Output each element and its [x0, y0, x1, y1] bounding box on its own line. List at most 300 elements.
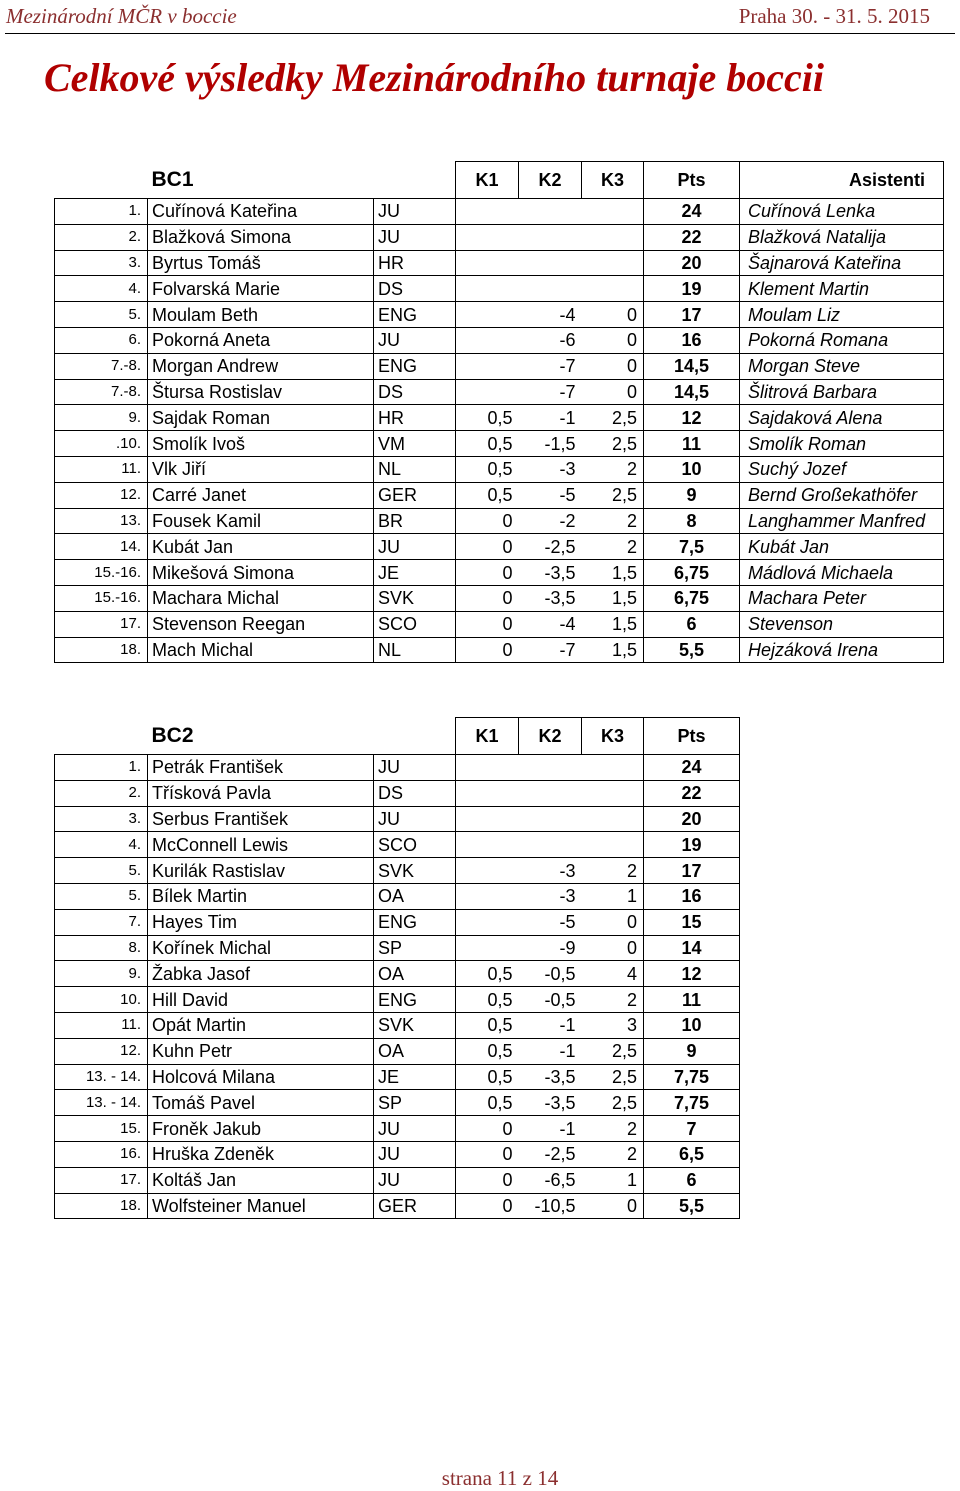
k2-value: [519, 806, 582, 832]
table-row: [55, 560, 944, 586]
table-row: [55, 1193, 740, 1219]
k2-value: -5: [519, 909, 582, 935]
k1-value: 0: [456, 1167, 519, 1193]
bc2-col-k1: K1: [456, 718, 519, 755]
k1-value: 0,5: [456, 1038, 519, 1064]
k1-value: 0,5: [456, 1064, 519, 1090]
bc2-header-row: [55, 718, 740, 755]
rank-cell: 7.-8.: [55, 353, 148, 379]
club-code: DS: [374, 276, 456, 302]
k1-value: [456, 858, 519, 884]
bc1-results-table: [54, 161, 944, 663]
table-row: [55, 637, 944, 663]
k2-value: -0,5: [519, 987, 582, 1013]
table-row: [55, 327, 944, 353]
k3-value: 1: [582, 1167, 644, 1193]
bc1-col-k3: K3: [582, 162, 644, 199]
table-row: [55, 780, 740, 806]
rank-cell: 12.: [55, 482, 148, 508]
k3-value: 0: [582, 353, 644, 379]
points-value: 16: [644, 883, 740, 909]
rank-cell: 5.: [55, 858, 148, 884]
k1-value: 0: [456, 1141, 519, 1167]
points-value: 10: [644, 456, 740, 482]
rank-cell: 16.: [55, 1141, 148, 1167]
player-name: Mikešová Simona: [148, 560, 374, 586]
table-row: [55, 1141, 740, 1167]
rank-cell: 11.: [55, 456, 148, 482]
rank-cell: 7.: [55, 909, 148, 935]
club-code: SVK: [374, 858, 456, 884]
player-name: Fousek Kamil: [148, 508, 374, 534]
rank-cell: 1.: [55, 199, 148, 225]
k1-value: 0,5: [456, 405, 519, 431]
k2-value: -3,5: [519, 585, 582, 611]
player-name: Byrtus Tomáš: [148, 250, 374, 276]
points-value: 17: [644, 858, 740, 884]
k2-value: -0,5: [519, 961, 582, 987]
points-value: 16: [644, 327, 740, 353]
points-value: 11: [644, 987, 740, 1013]
k2-value: -3,5: [519, 560, 582, 586]
player-name: Koltáš Jan: [148, 1167, 374, 1193]
player-name: Blažková Simona: [148, 224, 374, 250]
points-value: 12: [644, 961, 740, 987]
table-row: [55, 806, 740, 832]
k1-value: 0: [456, 611, 519, 637]
k1-value: [456, 250, 519, 276]
k2-value: -6: [519, 327, 582, 353]
points-value: 20: [644, 250, 740, 276]
player-name: Hruška Zdeněk: [148, 1141, 374, 1167]
club-code: JE: [374, 560, 456, 586]
assistant-name: Morgan Steve: [740, 353, 944, 379]
table-row: [55, 1012, 740, 1038]
table-row: [55, 276, 944, 302]
k1-value: 0,5: [456, 987, 519, 1013]
k1-value: [456, 276, 519, 302]
k2-value: -1: [519, 405, 582, 431]
table-row: [55, 250, 944, 276]
rank-cell: 1.: [55, 755, 148, 781]
k2-value: -3: [519, 883, 582, 909]
points-value: 11: [644, 431, 740, 457]
bc2-col-pts: Pts: [644, 718, 740, 755]
rank-cell: 6.: [55, 327, 148, 353]
k2-value: [519, 832, 582, 858]
points-value: 9: [644, 482, 740, 508]
rank-cell: 15.: [55, 1116, 148, 1142]
rank-cell: 15.-16.: [55, 585, 148, 611]
k3-value: [582, 780, 644, 806]
k2-value: -4: [519, 302, 582, 328]
k2-value: [519, 199, 582, 225]
player-name: Kuhn Petr: [148, 1038, 374, 1064]
k1-value: 0,5: [456, 482, 519, 508]
player-name: Folvarská Marie: [148, 276, 374, 302]
bc1-col-k2: K2: [519, 162, 582, 199]
points-value: 14: [644, 935, 740, 961]
rank-cell: 2.: [55, 224, 148, 250]
k2-value: -2,5: [519, 1141, 582, 1167]
club-code: SP: [374, 935, 456, 961]
k3-value: [582, 832, 644, 858]
k3-value: [582, 250, 644, 276]
club-code: JE: [374, 1064, 456, 1090]
k3-value: 1,5: [582, 560, 644, 586]
table-row: [55, 379, 944, 405]
club-code: DS: [374, 780, 456, 806]
club-code: SVK: [374, 585, 456, 611]
player-name: Stevenson Reegan: [148, 611, 374, 637]
bc1-header-row: [55, 162, 944, 199]
table-row: [55, 1064, 740, 1090]
table-row: [55, 832, 740, 858]
points-value: 19: [644, 276, 740, 302]
points-value: 22: [644, 224, 740, 250]
k3-value: 2,5: [582, 482, 644, 508]
k2-value: -5: [519, 482, 582, 508]
club-code: OA: [374, 1038, 456, 1064]
club-code: JU: [374, 1167, 456, 1193]
points-value: 24: [644, 199, 740, 225]
k3-value: [582, 199, 644, 225]
rank-cell: 9.: [55, 405, 148, 431]
k1-value: 0,5: [456, 431, 519, 457]
table-row: [55, 883, 740, 909]
player-name: Štursa Rostislav: [148, 379, 374, 405]
bc1-col-k1: K1: [456, 162, 519, 199]
points-value: 9: [644, 1038, 740, 1064]
k2-value: [519, 224, 582, 250]
table-row: [55, 456, 944, 482]
points-value: 7,75: [644, 1090, 740, 1116]
club-code: HR: [374, 250, 456, 276]
player-name: McConnell Lewis: [148, 832, 374, 858]
table-row: [55, 1116, 740, 1142]
k3-value: 1,5: [582, 585, 644, 611]
club-code: VM: [374, 431, 456, 457]
club-code: SCO: [374, 832, 456, 858]
k2-value: [519, 755, 582, 781]
table-row: [55, 224, 944, 250]
k1-value: [456, 224, 519, 250]
k3-value: 2: [582, 1141, 644, 1167]
assistant-name: Moulam Liz: [740, 302, 944, 328]
rank-cell: 4.: [55, 832, 148, 858]
player-name: Petrák František: [148, 755, 374, 781]
table-row: [55, 534, 944, 560]
k2-value: -6,5: [519, 1167, 582, 1193]
club-code: ENG: [374, 909, 456, 935]
assistant-name: Stevenson: [740, 611, 944, 637]
bc1-col-pts: Pts: [644, 162, 740, 199]
club-code: SP: [374, 1090, 456, 1116]
k3-value: 0: [582, 327, 644, 353]
player-name: Hill David: [148, 987, 374, 1013]
club-code: JU: [374, 806, 456, 832]
rank-cell: 11.: [55, 1012, 148, 1038]
points-value: 7,75: [644, 1064, 740, 1090]
bc2-results-table: [54, 717, 740, 1219]
rank-cell: 14.: [55, 534, 148, 560]
table-row: [55, 508, 944, 534]
points-value: 15: [644, 909, 740, 935]
points-value: 24: [644, 755, 740, 781]
k3-value: [582, 276, 644, 302]
player-name: Sajdak Roman: [148, 405, 374, 431]
points-value: 14,5: [644, 353, 740, 379]
k1-value: 0,5: [456, 1012, 519, 1038]
k3-value: 3: [582, 1012, 644, 1038]
assistant-name: Pokorná Romana: [740, 327, 944, 353]
rank-cell: 13. - 14.: [55, 1090, 148, 1116]
table-row: [55, 431, 944, 457]
k1-value: 0,5: [456, 961, 519, 987]
club-code: JU: [374, 327, 456, 353]
player-name: Žabka Jasof: [148, 961, 374, 987]
rank-cell: 12.: [55, 1038, 148, 1064]
player-name: Bílek Martin: [148, 883, 374, 909]
k3-value: [582, 755, 644, 781]
k1-value: [456, 909, 519, 935]
player-name: Wolfsteiner Manuel: [148, 1193, 374, 1219]
rank-cell: 18.: [55, 637, 148, 663]
assistant-name: Hejzáková Irena: [740, 637, 944, 663]
player-name: Smolík Ivoš: [148, 431, 374, 457]
points-value: 5,5: [644, 637, 740, 663]
k1-value: 0: [456, 1116, 519, 1142]
assistant-name: Kubát Jan: [740, 534, 944, 560]
page-footer: strana 11 z 14: [441, 1466, 559, 1490]
points-value: 6,75: [644, 560, 740, 586]
points-value: 19: [644, 832, 740, 858]
k1-value: [456, 353, 519, 379]
rank-cell: .10.: [55, 431, 148, 457]
club-code: HR: [374, 405, 456, 431]
player-name: Kurilák Rastislav: [148, 858, 374, 884]
k1-value: 0: [456, 508, 519, 534]
player-name: Froněk Jakub: [148, 1116, 374, 1142]
table-row: [55, 909, 740, 935]
table-row: [55, 585, 944, 611]
club-code: JU: [374, 1116, 456, 1142]
points-value: 8: [644, 508, 740, 534]
rank-cell: 5.: [55, 883, 148, 909]
player-name: Kořínek Michal: [148, 935, 374, 961]
assistant-name: Sajdaková Alena: [740, 405, 944, 431]
player-name: Vlk Jiří: [148, 456, 374, 482]
club-code: JU: [374, 1141, 456, 1167]
rank-cell: 13.: [55, 508, 148, 534]
table-row: [55, 987, 740, 1013]
k2-value: -3: [519, 858, 582, 884]
player-name: Serbus František: [148, 806, 374, 832]
k1-value: 0: [456, 1193, 519, 1219]
k2-value: [519, 250, 582, 276]
rank-cell: 5.: [55, 302, 148, 328]
player-name: Morgan Andrew: [148, 353, 374, 379]
points-value: 6,75: [644, 585, 740, 611]
assistant-name: Cuřínová Lenka: [740, 199, 944, 225]
club-code: JU: [374, 534, 456, 560]
k2-value: -1: [519, 1012, 582, 1038]
k3-value: 2,5: [582, 405, 644, 431]
bc2-col-k3: K3: [582, 718, 644, 755]
k1-value: [456, 780, 519, 806]
assistant-name: Bernd Großekathöfer: [740, 482, 944, 508]
rank-cell: 2.: [55, 780, 148, 806]
k3-value: 1,5: [582, 611, 644, 637]
player-name: Tomáš Pavel: [148, 1090, 374, 1116]
rank-cell: 17.: [55, 1167, 148, 1193]
rank-cell: 13. - 14.: [55, 1064, 148, 1090]
club-code: OA: [374, 961, 456, 987]
assistant-name: Langhammer Manfred: [740, 508, 944, 534]
k2-value: [519, 276, 582, 302]
k1-value: [456, 327, 519, 353]
table-row: [55, 1038, 740, 1064]
assistant-name: Blažková Natalija: [740, 224, 944, 250]
k2-value: -2,5: [519, 534, 582, 560]
club-code: ENG: [374, 353, 456, 379]
points-value: 22: [644, 780, 740, 806]
points-value: 7: [644, 1116, 740, 1142]
table-row: [55, 405, 944, 431]
club-code: JU: [374, 199, 456, 225]
table-row: [55, 935, 740, 961]
assistant-name: Šlitrová Barbara: [740, 379, 944, 405]
k1-value: 0: [456, 560, 519, 586]
bc2-col-k2: K2: [519, 718, 582, 755]
rank-cell: 18.: [55, 1193, 148, 1219]
k3-value: 2,5: [582, 1090, 644, 1116]
table-row: [55, 1167, 740, 1193]
k2-value: -2: [519, 508, 582, 534]
k3-value: 2,5: [582, 431, 644, 457]
points-value: 10: [644, 1012, 740, 1038]
k2-value: -3,5: [519, 1090, 582, 1116]
assistant-name: Šajnarová Kateřina: [740, 250, 944, 276]
k1-value: [456, 199, 519, 225]
k3-value: 0: [582, 935, 644, 961]
assistant-name: Suchý Jozef: [740, 456, 944, 482]
k3-value: 2: [582, 456, 644, 482]
assistant-name: Klement Martin: [740, 276, 944, 302]
rank-cell: 10.: [55, 987, 148, 1013]
points-value: 6,5: [644, 1141, 740, 1167]
k2-value: -7: [519, 353, 582, 379]
k3-value: [582, 806, 644, 832]
k3-value: 0: [582, 379, 644, 405]
assistant-name: Smolík Roman: [740, 431, 944, 457]
table-row: [55, 302, 944, 328]
k1-value: 0,5: [456, 1090, 519, 1116]
k1-value: [456, 302, 519, 328]
k3-value: 2: [582, 987, 644, 1013]
table-row: [55, 858, 740, 884]
k2-value: -10,5: [519, 1193, 582, 1219]
k3-value: 1,5: [582, 637, 644, 663]
points-value: 6: [644, 611, 740, 637]
player-name: Carré Janet: [148, 482, 374, 508]
header-divider: [5, 33, 955, 34]
k1-value: [456, 935, 519, 961]
k3-value: [582, 224, 644, 250]
player-name: Moulam Beth: [148, 302, 374, 328]
rank-cell: 3.: [55, 250, 148, 276]
club-code: ENG: [374, 302, 456, 328]
bc1-category-label: BC1: [148, 162, 374, 199]
k3-value: 0: [582, 1193, 644, 1219]
points-value: 17: [644, 302, 740, 328]
points-value: 5,5: [644, 1193, 740, 1219]
player-name: Mach Michal: [148, 637, 374, 663]
table-row: [55, 482, 944, 508]
k2-value: -3: [519, 456, 582, 482]
rank-cell: 17.: [55, 611, 148, 637]
player-name: Machara Michal: [148, 585, 374, 611]
club-code: SVK: [374, 1012, 456, 1038]
rank-cell: 8.: [55, 935, 148, 961]
club-code: JU: [374, 224, 456, 250]
k2-value: -7: [519, 637, 582, 663]
player-name: Pokorná Aneta: [148, 327, 374, 353]
k2-value: -9: [519, 935, 582, 961]
assistant-name: Mádlová Michaela: [740, 560, 944, 586]
club-code: ENG: [374, 987, 456, 1013]
k3-value: 2: [582, 1116, 644, 1142]
k1-value: 0: [456, 534, 519, 560]
table-row: [55, 353, 944, 379]
k2-value: -4: [519, 611, 582, 637]
k2-value: -1,5: [519, 431, 582, 457]
club-code: JU: [374, 755, 456, 781]
club-code: NL: [374, 637, 456, 663]
k1-value: [456, 883, 519, 909]
k2-value: -1: [519, 1038, 582, 1064]
rank-cell: 9.: [55, 961, 148, 987]
k1-value: 0: [456, 585, 519, 611]
header-left: Mezinárodní MČR v boccie: [6, 4, 237, 28]
k3-value: 0: [582, 909, 644, 935]
club-code: DS: [374, 379, 456, 405]
points-value: 7,5: [644, 534, 740, 560]
points-value: 12: [644, 405, 740, 431]
bc1-col-asistenti: Asistenti: [740, 162, 944, 199]
player-name: Opát Martin: [148, 1012, 374, 1038]
club-code: SCO: [374, 611, 456, 637]
table-row: [55, 199, 944, 225]
header-right: Praha 30. - 31. 5. 2015: [738, 4, 930, 28]
table-row: [55, 611, 944, 637]
k1-value: 0: [456, 637, 519, 663]
player-name: Holcová Milana: [148, 1064, 374, 1090]
k3-value: 1: [582, 883, 644, 909]
rank-cell: 4.: [55, 276, 148, 302]
player-name: Kubát Jan: [148, 534, 374, 560]
club-code: NL: [374, 456, 456, 482]
table-row: [55, 961, 740, 987]
points-value: 20: [644, 806, 740, 832]
player-name: Cuřínová Kateřina: [148, 199, 374, 225]
k2-value: -1: [519, 1116, 582, 1142]
rank-cell: 3.: [55, 806, 148, 832]
k2-value: -7: [519, 379, 582, 405]
club-code: GER: [374, 482, 456, 508]
k1-value: [456, 806, 519, 832]
club-code: OA: [374, 883, 456, 909]
